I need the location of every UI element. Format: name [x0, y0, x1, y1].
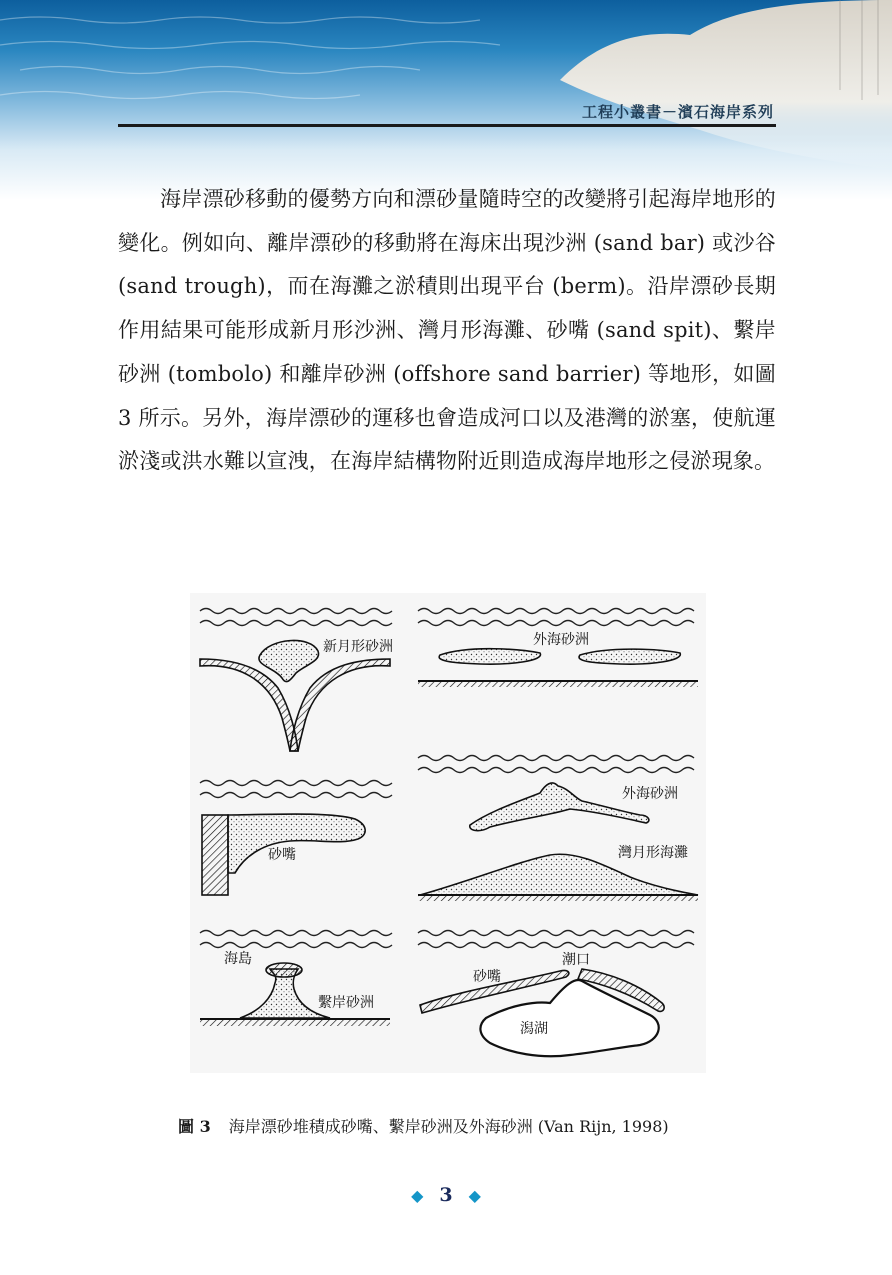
header-sea-image: [0, 0, 892, 200]
diamond-icon: ◆: [411, 1186, 424, 1205]
body-paragraph: 海岸漂砂移動的優勢方向和漂砂量隨時空的改變將引起海岸地形的變化。例如向、離岸漂砂的移動將在海床出現沙洲 (sand bar) 或沙谷 (sand trough)，而在海灘之淤積則出現平台 (berm)。沿岸漂砂長期作用結果可能形成新月形沙洲、灣月形海灘、砂嘴 (sand spit)、繫岸砂洲 (tombolo) 和離岸砂洲 (offshore sand barrier) 等地形，如圖 3 所示。另外，海岸漂砂的運移也會造成河口以及港灣的淤塞，使航運淤淺或洪水難以宣洩，在海岸結構物附近則造成海岸地形之侵淤現象。: [118, 187, 776, 474]
figure-coastal-landforms: [190, 593, 706, 1073]
label-lagoon: 潟湖: [520, 1021, 548, 1037]
figure-caption-text: 海岸漂砂堆積成砂嘴、繫岸砂洲及外海砂洲 (Van Rijn, 1998): [228, 1117, 669, 1136]
label-island: 海島: [224, 951, 252, 967]
label-spit-bottom: 砂嘴: [473, 969, 501, 985]
header-divider: [118, 124, 776, 127]
page-number: 3: [439, 1184, 453, 1206]
label-tidal-inlet: 潮口: [562, 952, 590, 968]
label-offshore-bar-top: 外海砂洲: [533, 632, 589, 648]
diamond-icon: ◆: [468, 1186, 481, 1205]
label-spit-left: 砂嘴: [268, 847, 296, 863]
figure-caption: [178, 1114, 669, 1137]
series-title: 工程小叢書－濱石海岸系列: [581, 103, 774, 121]
label-crescent-bar: 新月形砂洲: [323, 639, 393, 655]
figure-number: 圖 3: [178, 1117, 211, 1136]
label-crescent-beach: 灣月形海灘: [618, 845, 688, 861]
label-offshore-bar-mid: 外海砂洲: [622, 786, 678, 802]
label-tombolo: 繫岸砂洲: [318, 995, 374, 1011]
page-footer: [0, 1184, 892, 1206]
